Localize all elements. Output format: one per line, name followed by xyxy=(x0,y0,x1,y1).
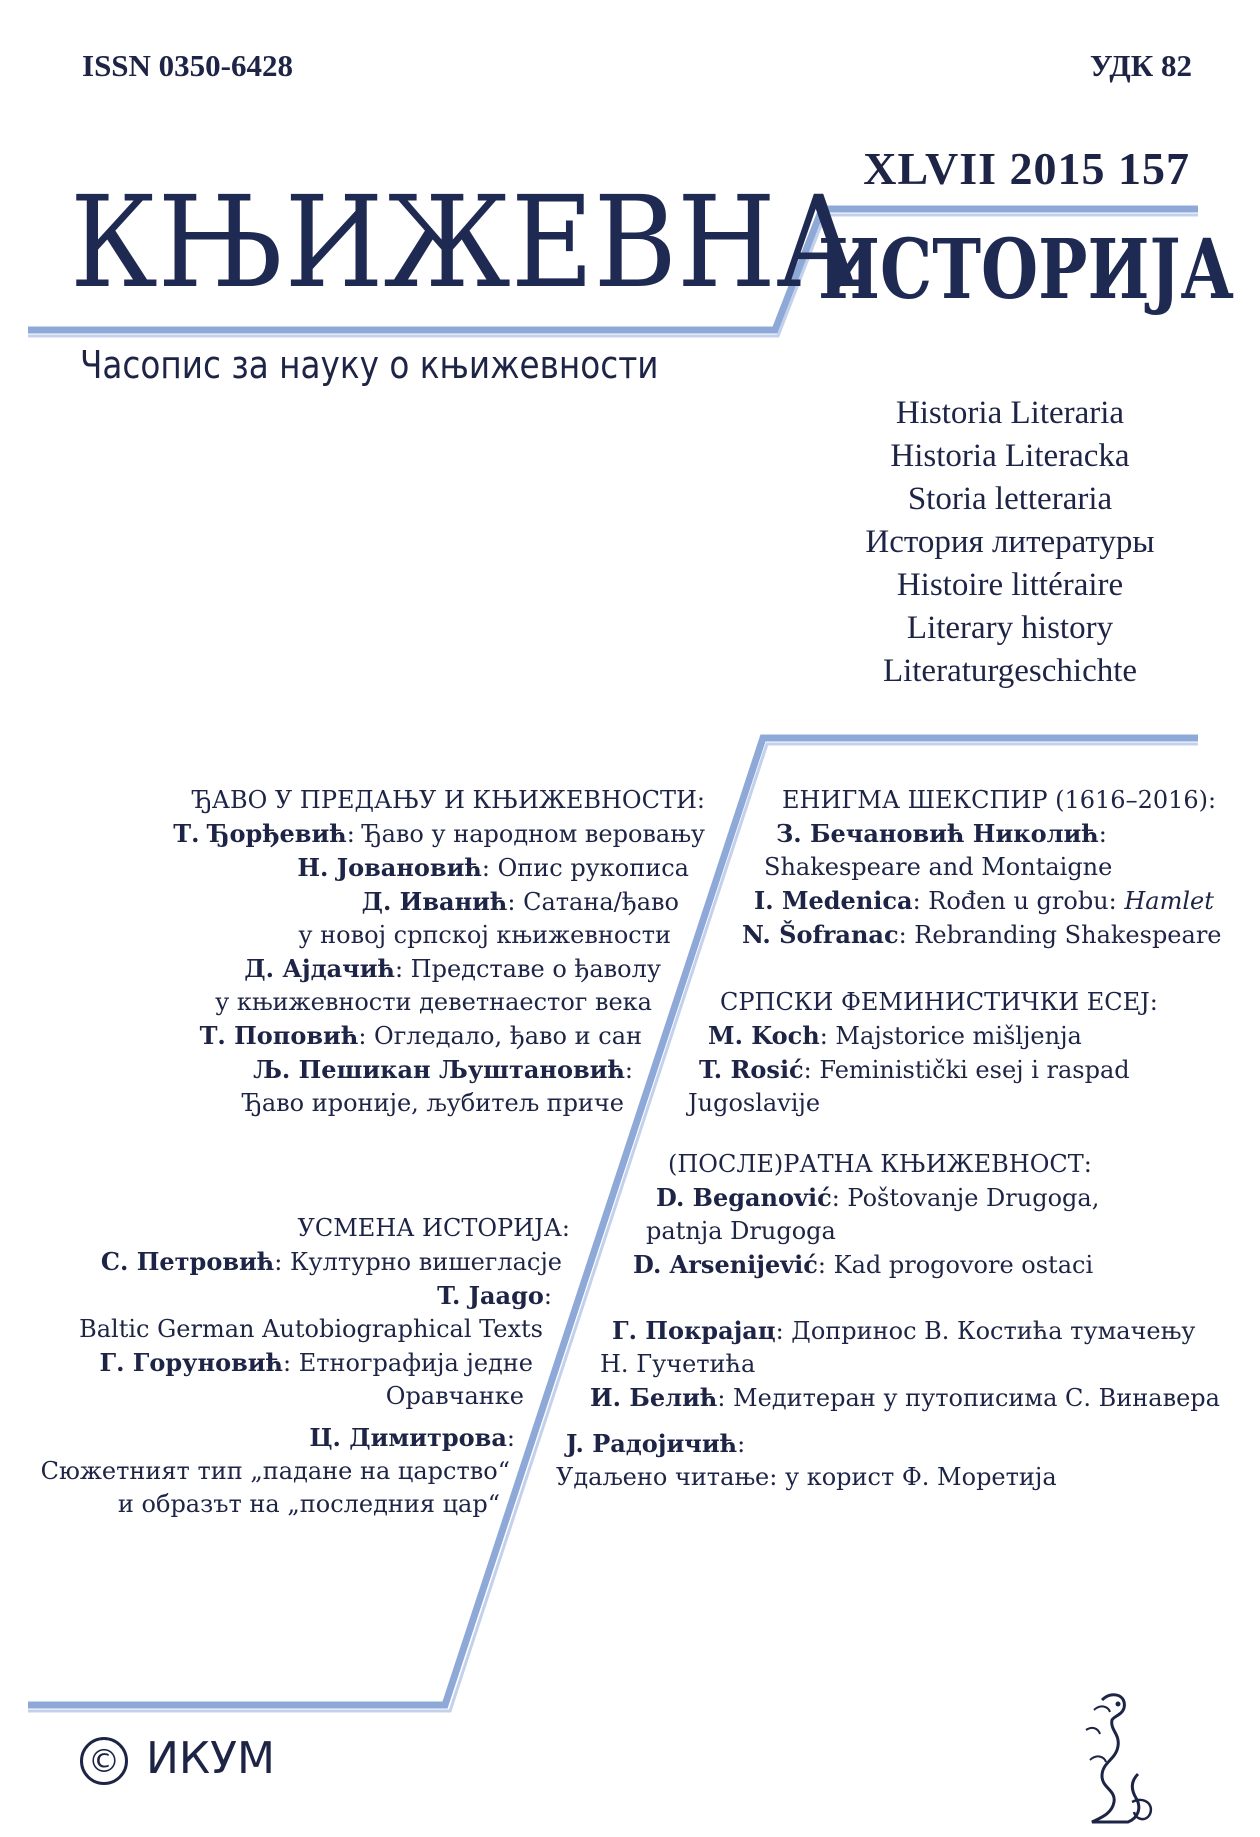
article-title: : Poštovanje Drugoga, xyxy=(831,1184,1100,1212)
article-title-cont: Jugoslavije xyxy=(688,1089,821,1117)
colon: : xyxy=(506,1424,515,1452)
article-title-cont: и образът на „последния цар“ xyxy=(117,1490,500,1518)
publisher-mark xyxy=(80,1733,275,1785)
section-heading: УСМЕНА ИСТОРИЈА: xyxy=(297,1214,570,1242)
article-title-cont: patnja Drugoga xyxy=(646,1217,836,1245)
toc-left-section-1 xyxy=(173,784,705,1120)
article-title: : Огледало, ђаво и сан xyxy=(358,1022,642,1050)
article-title-cont: у новој српској књижевности xyxy=(298,921,671,949)
article-title: : Rebranding Shakespeare xyxy=(898,921,1222,949)
author: Д. Ајдачић xyxy=(244,954,395,983)
alt-title: История литературы xyxy=(865,524,1155,560)
article-title: : Majstorice mišljenja xyxy=(819,1022,1082,1050)
journal-subtitle: Часопис за науку о књижевности xyxy=(80,343,659,387)
toc-entry xyxy=(41,1421,515,1455)
toc-left-section-2 xyxy=(41,1212,570,1521)
article-title-cont: Удаљено читање: у корист Ф. Моретија xyxy=(556,1463,1057,1491)
article-title-cont: Сюжетният тип „падане на царство“ xyxy=(40,1457,510,1485)
author: M. Koch xyxy=(708,1021,820,1050)
article-title: : Медитеран у путописима С. Винавера xyxy=(717,1384,1220,1412)
article-title-cont: Shakespeare and Montaigne xyxy=(764,853,1113,881)
article-title: : Допринос В. Костића тумачењу xyxy=(775,1317,1196,1345)
toc-entry xyxy=(633,1248,1099,1282)
toc-entry xyxy=(590,1381,1220,1415)
toc-right-section-4 xyxy=(556,1314,1220,1494)
decorative-figure-icon xyxy=(1072,1690,1162,1830)
article-title: : Културно вишегласје xyxy=(274,1248,562,1276)
article-title-cont: у књижевности деветнаестог века xyxy=(215,988,652,1016)
journal-title-part2: ИСТОРИЈА xyxy=(818,222,1234,318)
article-title: : Rođen u grobu: xyxy=(912,887,1125,915)
toc-entry xyxy=(612,1314,1220,1348)
author: И. Белић xyxy=(590,1383,718,1412)
toc-entry xyxy=(173,817,705,851)
alternate-title-list xyxy=(760,392,1260,693)
article-title: : Опис рукописа xyxy=(481,854,689,882)
toc-entry xyxy=(173,952,661,986)
alt-title: Historia Literacka xyxy=(890,438,1130,474)
author: Т. Ђорђевић xyxy=(173,819,347,848)
toc-entry xyxy=(173,851,689,885)
toc-entry xyxy=(566,1427,1220,1461)
author: Д. Иванић xyxy=(361,887,508,916)
toc-entry xyxy=(656,1181,1099,1215)
article-title-cont: Н. Гучетића xyxy=(600,1350,756,1378)
article-title: : Етнографија једне xyxy=(283,1349,533,1377)
author: I. Medenica xyxy=(754,886,913,915)
article-title: : Сатана/ђаво xyxy=(507,888,679,916)
article-title-italic: Hamlet xyxy=(1124,887,1214,915)
author: Ц. Димитрова xyxy=(309,1423,507,1452)
alt-title: Literary history xyxy=(906,610,1114,646)
colon: : xyxy=(1098,820,1107,848)
issue-number: XLVII 2015 157 xyxy=(863,143,1190,194)
colon: : xyxy=(737,1430,746,1458)
publisher-name: ИКУМ xyxy=(146,1733,275,1784)
author: Н. Јовановић xyxy=(297,853,482,882)
author: T. Jaago xyxy=(437,1281,544,1310)
alt-title: Histoire littéraire xyxy=(896,567,1124,603)
toc-entry xyxy=(173,1019,642,1053)
section-heading: СРПСКИ ФЕМИНИСТИЧКИ ЕСЕЈ: xyxy=(720,988,1158,1016)
toc-right-section-3 xyxy=(633,1148,1100,1282)
section-heading: (ПОСЛЕ)РАТНА КЊИЖЕВНОСТ: xyxy=(668,1150,1092,1178)
toc-entry xyxy=(754,884,1222,918)
alt-title: Historia Literaria xyxy=(895,395,1125,431)
copyright-symbol: © xyxy=(80,1737,128,1785)
toc-entry xyxy=(173,1053,633,1087)
article-title: : Ђаво у народном веровању xyxy=(346,820,705,848)
author: Г. Горуновић xyxy=(99,1348,284,1377)
toc-entry xyxy=(173,885,679,919)
toc-entry xyxy=(742,918,1222,952)
toc-entry xyxy=(708,1019,1158,1053)
author: Г. Покрајац xyxy=(612,1316,776,1345)
author: З. Бечановић Николић xyxy=(776,819,1099,848)
article-title-cont: Ђаво ироније, љубитељ приче xyxy=(242,1089,624,1117)
toc-entry xyxy=(41,1245,562,1279)
article-title-cont: Оравчанке xyxy=(385,1382,524,1410)
author: T. Rosić xyxy=(699,1055,804,1084)
author: Љ. Пешикан Љуштановић xyxy=(253,1055,625,1084)
toc-right-section-1 xyxy=(742,784,1222,952)
toc-entry xyxy=(41,1279,552,1313)
author: С. Петровић xyxy=(100,1247,275,1276)
toc-right-section-2 xyxy=(688,986,1158,1120)
toc-entry xyxy=(699,1053,1158,1087)
section-heading: ЕНИГМА ШЕКСПИР (1616–2016): xyxy=(782,786,1217,814)
udk-label: УДК 82 xyxy=(1089,48,1192,83)
section-heading: ЂАВО У ПРЕДАЊУ И КЊИЖЕВНОСТИ: xyxy=(192,786,705,814)
alt-title: Storia letteraria xyxy=(907,481,1113,517)
toc-entry xyxy=(41,1346,533,1380)
article-title: : Feministički esej i raspad xyxy=(803,1056,1130,1084)
article-title: : Представе о ђаволу xyxy=(394,955,661,983)
colon: : xyxy=(543,1282,552,1310)
alt-title: Literaturgeschichte xyxy=(882,653,1138,689)
article-title: : Kad progovore ostaci xyxy=(817,1251,1094,1279)
author: J. Радојичић xyxy=(566,1429,738,1458)
author: Т. Поповић xyxy=(199,1021,359,1050)
journal-title-part1: КЊИЖЕВНА xyxy=(70,169,862,316)
author: N. Šofranac xyxy=(742,920,899,949)
colon: : xyxy=(624,1056,633,1084)
author: D. Beganović xyxy=(656,1183,832,1212)
author: D. Arsenijević xyxy=(633,1250,818,1279)
toc-entry xyxy=(776,817,1222,851)
article-title-cont: Baltic German Autobiographical Texts xyxy=(79,1315,543,1343)
issn-label: ISSN 0350-6428 xyxy=(82,48,294,83)
